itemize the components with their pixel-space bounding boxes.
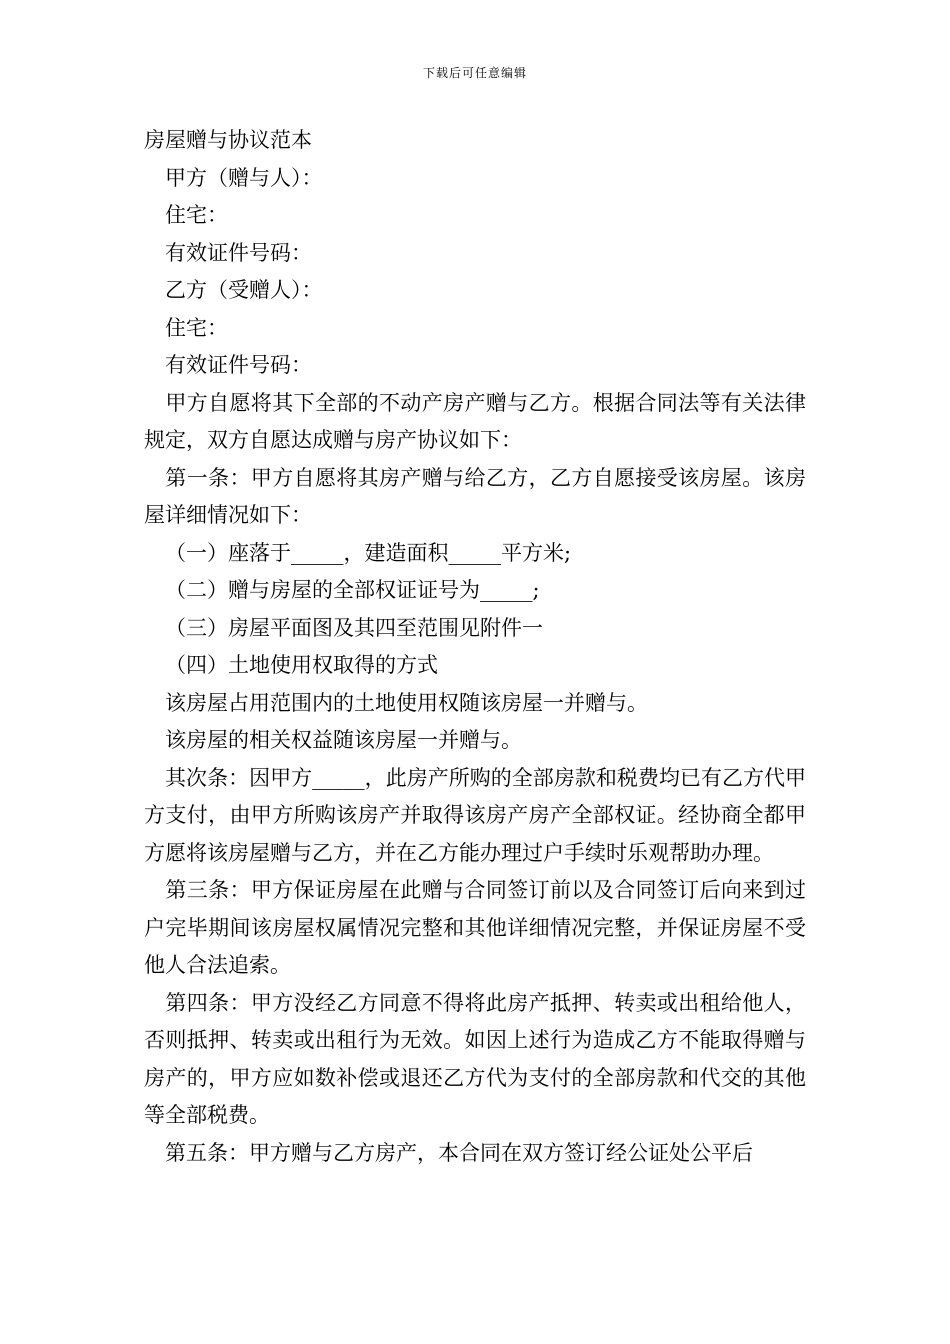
party-b-label: 乙方（受赠人）： [165, 278, 323, 302]
article-4: 第四条：甲方没经乙方同意不得将此房产抵押、转卖或出租给他人，否则抵押、转卖或出租行为无效。如因上述行为造成乙方不能取得赠与房产的，甲方应如数补偿或退还乙方代为支付的全部房款和代交的其他等全部税费。 [144, 990, 807, 1127]
article-1-item-4: （四）土地使用权取得的方式 [165, 653, 438, 677]
agreement-document [144, 122, 806, 1172]
article-2: 其次条：因甲方_____，此房产所购的全部房款和税费均已有乙方代甲方支付，由甲方所购该房产并取得该房产房产全部权证。经协商全都甲方愿将该房屋赠与乙方，并在乙方能办理过户手续时乐观帮助办理。 [144, 765, 807, 865]
party-b-id-number: 有效证件号码： [165, 353, 312, 377]
intro-paragraph: 甲方自愿将其下全部的不动产房产赠与乙方。根据合同法等有关法律规定，双方自愿达成赠与房产协议如下： [144, 390, 807, 452]
article-1-item-3: （三）房屋平面图及其四至范围见附件一 [165, 615, 543, 640]
article-1: 第一条：甲方自愿将其房产赠与给乙方，乙方自愿接受该房屋。该房屋详细情况如下： [144, 465, 807, 527]
party-a-label: 甲方（赠与人）： [165, 165, 323, 190]
land-use-clause: 该房屋占用范围内的土地使用权随该房屋一并赠与。 [165, 690, 648, 715]
article-1-item-2: （二）赠与房屋的全部权证证号为_____; [165, 578, 540, 602]
rights-clause: 该房屋的相关权益随该房屋一并赠与。 [165, 728, 522, 752]
article-5: 第五条：甲方赠与乙方房产，本合同在双方签订经公证处公平后 [165, 1140, 753, 1165]
party-a-id-number: 有效证件号码： [165, 240, 312, 265]
party-b-address: 住宅： [165, 315, 228, 340]
article-3: 第三条：甲方保证房屋在此赠与合同签订前以及合同签订后向来到过户完毕期间该房屋权属情况完整和其他详细情况完整，并保证房屋不受他人合法追索。 [144, 878, 807, 977]
party-a-address: 住宅： [165, 203, 228, 227]
document-title: 房屋赠与协议范本 [144, 128, 312, 152]
article-1-item-1: （一）座落于_____，建造面积_____平方米; [165, 540, 572, 565]
page-header-note: 下载后可任意编辑 [422, 66, 527, 80]
